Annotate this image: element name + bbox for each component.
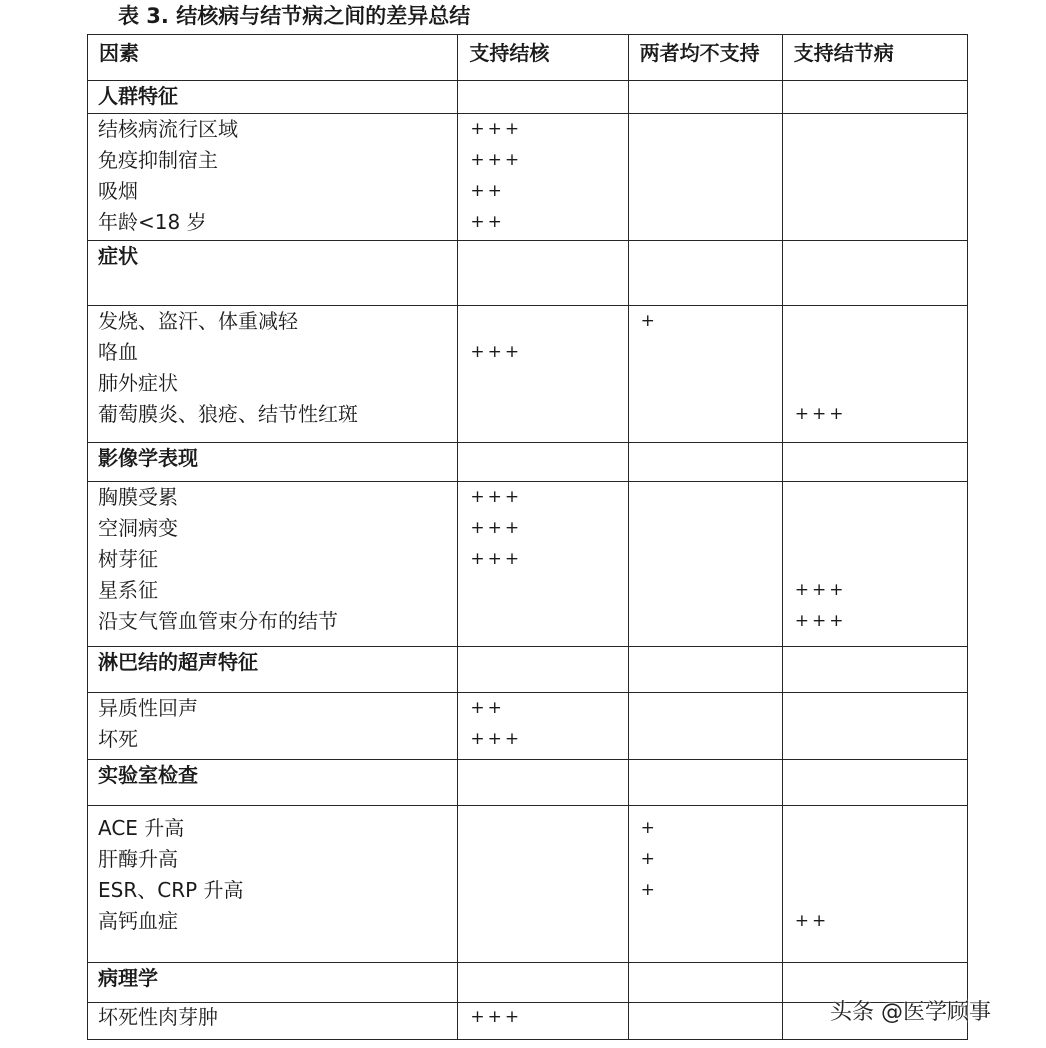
section-body-cell [782,693,967,760]
supports-tb-mark [458,400,627,431]
section-body-cell [88,806,458,963]
supports-sarcoidosis-mark [783,814,967,845]
section-heading-cell [628,241,782,306]
section-body-row [88,693,968,760]
section-body-cell [782,114,967,241]
supports-sarcoidosis-mark: +++ [794,580,847,600]
factor-name: 空洞病变 [98,516,178,540]
supports-neither-mark [629,146,782,177]
supports-tb-mark [458,369,627,400]
section-body-cell [628,114,782,241]
supports-neither-mark [629,369,782,400]
section-heading-cell [782,81,967,114]
section-heading-cell [458,647,628,693]
section-heading-cell [782,443,967,482]
factor-name: 胸膜受累 [98,485,178,509]
header-cell [628,35,782,81]
supports-neither-mark [629,545,782,576]
section-body-cell [458,693,628,760]
factor-name: 树芽征 [98,547,158,571]
section-heading-cell [88,241,458,306]
section-body-cell [458,114,628,241]
supports-neither-mark: + [640,311,658,331]
factor-name: 肝酶升高 [98,847,178,871]
supports-neither-mark: + [640,849,658,869]
header-factor: 因素 [99,41,139,65]
section-body-cell [458,1003,628,1040]
table-header-row [88,35,968,81]
header-supports-tb: 支持结核 [469,41,550,65]
supports-tb-mark [458,814,627,845]
factor-name: 异质性回声 [98,696,198,720]
supports-sarcoidosis-mark [783,845,967,876]
section-heading-cell [88,443,458,482]
supports-tb-mark: +++ [470,119,523,139]
section-body-cell [782,306,967,443]
supports-tb-mark: +++ [470,518,523,538]
supports-tb-mark: ++ [470,212,505,232]
factor-name: 坏死性肉芽肿 [98,1005,218,1029]
section-heading-cell [88,963,458,1003]
header-cell [458,35,628,81]
supports-neither-mark: + [640,880,658,900]
header-cell [782,35,967,81]
supports-tb-mark [458,876,627,907]
supports-neither-mark [629,907,782,938]
supports-tb-mark: ++ [470,698,505,718]
supports-tb-mark: +++ [470,342,523,362]
factor-name: 咯血 [98,340,138,364]
factor-name: 结核病流行区域 [98,117,238,141]
header-cell [88,35,458,81]
factor-name: 吸烟 [98,179,138,203]
supports-sarcoidosis-mark [783,177,967,208]
supports-sarcoidosis-mark [783,876,967,907]
factor-name: 高钙血症 [98,909,178,933]
section-body-cell [628,693,782,760]
section-body-cell [628,306,782,443]
section-body-cell [782,806,967,963]
section-heading-cell [782,760,967,806]
supports-neither-mark [629,725,782,756]
section-heading-row [88,241,968,306]
section-heading-cell [628,443,782,482]
section-heading: 影像学表现 [98,446,198,470]
section-heading: 实验室检查 [98,763,198,787]
factor-name: 免疫抑制宿主 [98,148,218,172]
section-body-row [88,114,968,241]
header-supports-neither: 两者均不支持 [639,41,760,65]
supports-sarcoidosis-mark: +++ [794,404,847,424]
section-heading: 淋巴结的超声特征 [98,650,258,674]
factor-name: 年龄<18 岁 [98,210,207,234]
supports-tb-mark: +++ [470,1007,523,1027]
supports-neither-mark [629,694,782,725]
supports-tb-mark [458,907,627,938]
section-heading-cell [628,81,782,114]
supports-neither-mark [629,576,782,607]
supports-sarcoidosis-mark [783,694,967,725]
supports-tb-mark: +++ [470,549,523,569]
supports-tb-mark: +++ [470,487,523,507]
supports-sarcoidosis-mark [783,338,967,369]
section-heading-cell [782,241,967,306]
section-heading-cell [458,81,628,114]
supports-tb-mark [458,607,627,638]
supports-sarcoidosis-mark [783,514,967,545]
section-body-row [88,482,968,647]
supports-neither-mark [629,400,782,431]
supports-tb-mark [458,576,627,607]
supports-sarcoidosis-mark: ++ [794,911,830,931]
factor-name: 葡萄膜炎、狼疮、结节性红斑 [98,402,358,426]
supports-neither-mark [629,1003,782,1034]
section-body-cell [88,693,458,760]
factor-name: 沿支气管血管束分布的结节 [98,609,338,633]
section-body-cell [628,806,782,963]
section-body-cell [88,114,458,241]
supports-sarcoidosis-mark [783,483,967,514]
section-body-cell [88,482,458,647]
table-caption: 表 3. 结核病与结节病之间的差异总结 [118,4,471,28]
supports-tb-mark: ++ [470,181,505,201]
supports-neither-mark [629,514,782,545]
factor-name: ESR、CRP 升高 [98,878,244,902]
section-heading-cell [628,963,782,1003]
factor-name: 坏死 [98,727,138,751]
section-heading-row [88,81,968,114]
supports-sarcoidosis-mark [783,545,967,576]
section-body-row [88,306,968,443]
section-body-cell [458,482,628,647]
section-heading: 症状 [98,244,138,268]
section-body-cell [782,482,967,647]
header-supports-sarcoidosis: 支持结节病 [793,41,894,65]
source-watermark: 头条 @医学顾事 [830,1000,991,1025]
supports-tb-mark: +++ [470,150,523,170]
factor-name: 肺外症状 [98,371,178,395]
supports-neither-mark: + [640,818,658,838]
section-heading-row [88,647,968,693]
supports-neither-mark [629,115,782,146]
supports-tb-mark [458,307,627,338]
section-body-row [88,806,968,963]
section-heading-row [88,760,968,806]
section-heading-row [88,443,968,482]
supports-sarcoidosis-mark [783,115,967,146]
factor-name: ACE 升高 [98,816,185,840]
section-body-cell [628,482,782,647]
section-body-cell [88,1003,458,1040]
supports-sarcoidosis-mark [783,307,967,338]
section-body-cell [458,806,628,963]
section-body-cell [88,306,458,443]
supports-tb-mark [458,845,627,876]
section-heading-cell [88,760,458,806]
supports-sarcoidosis-mark [783,369,967,400]
section-heading-cell [458,241,628,306]
comparison-table [87,34,968,1040]
supports-neither-mark [629,208,782,239]
section-body-cell [458,306,628,443]
factor-name: 发烧、盗汗、体重减轻 [98,309,298,333]
section-heading-cell [458,443,628,482]
section-heading-cell [88,647,458,693]
supports-sarcoidosis-mark [783,208,967,239]
supports-sarcoidosis-mark [783,146,967,177]
supports-neither-mark [629,483,782,514]
section-heading-cell [628,760,782,806]
section-heading-cell [782,647,967,693]
section-body-cell [628,1003,782,1040]
supports-neither-mark [629,607,782,638]
section-heading-cell [628,647,782,693]
supports-neither-mark [629,338,782,369]
supports-neither-mark [629,177,782,208]
section-heading-cell [88,81,458,114]
section-heading-cell [458,963,628,1003]
section-heading: 病理学 [98,966,158,990]
factor-name: 星系征 [98,578,158,602]
section-heading-cell [458,760,628,806]
supports-sarcoidosis-mark: +++ [794,611,847,631]
supports-sarcoidosis-mark [783,725,967,756]
supports-tb-mark: +++ [470,729,523,749]
section-heading: 人群特征 [98,84,178,108]
